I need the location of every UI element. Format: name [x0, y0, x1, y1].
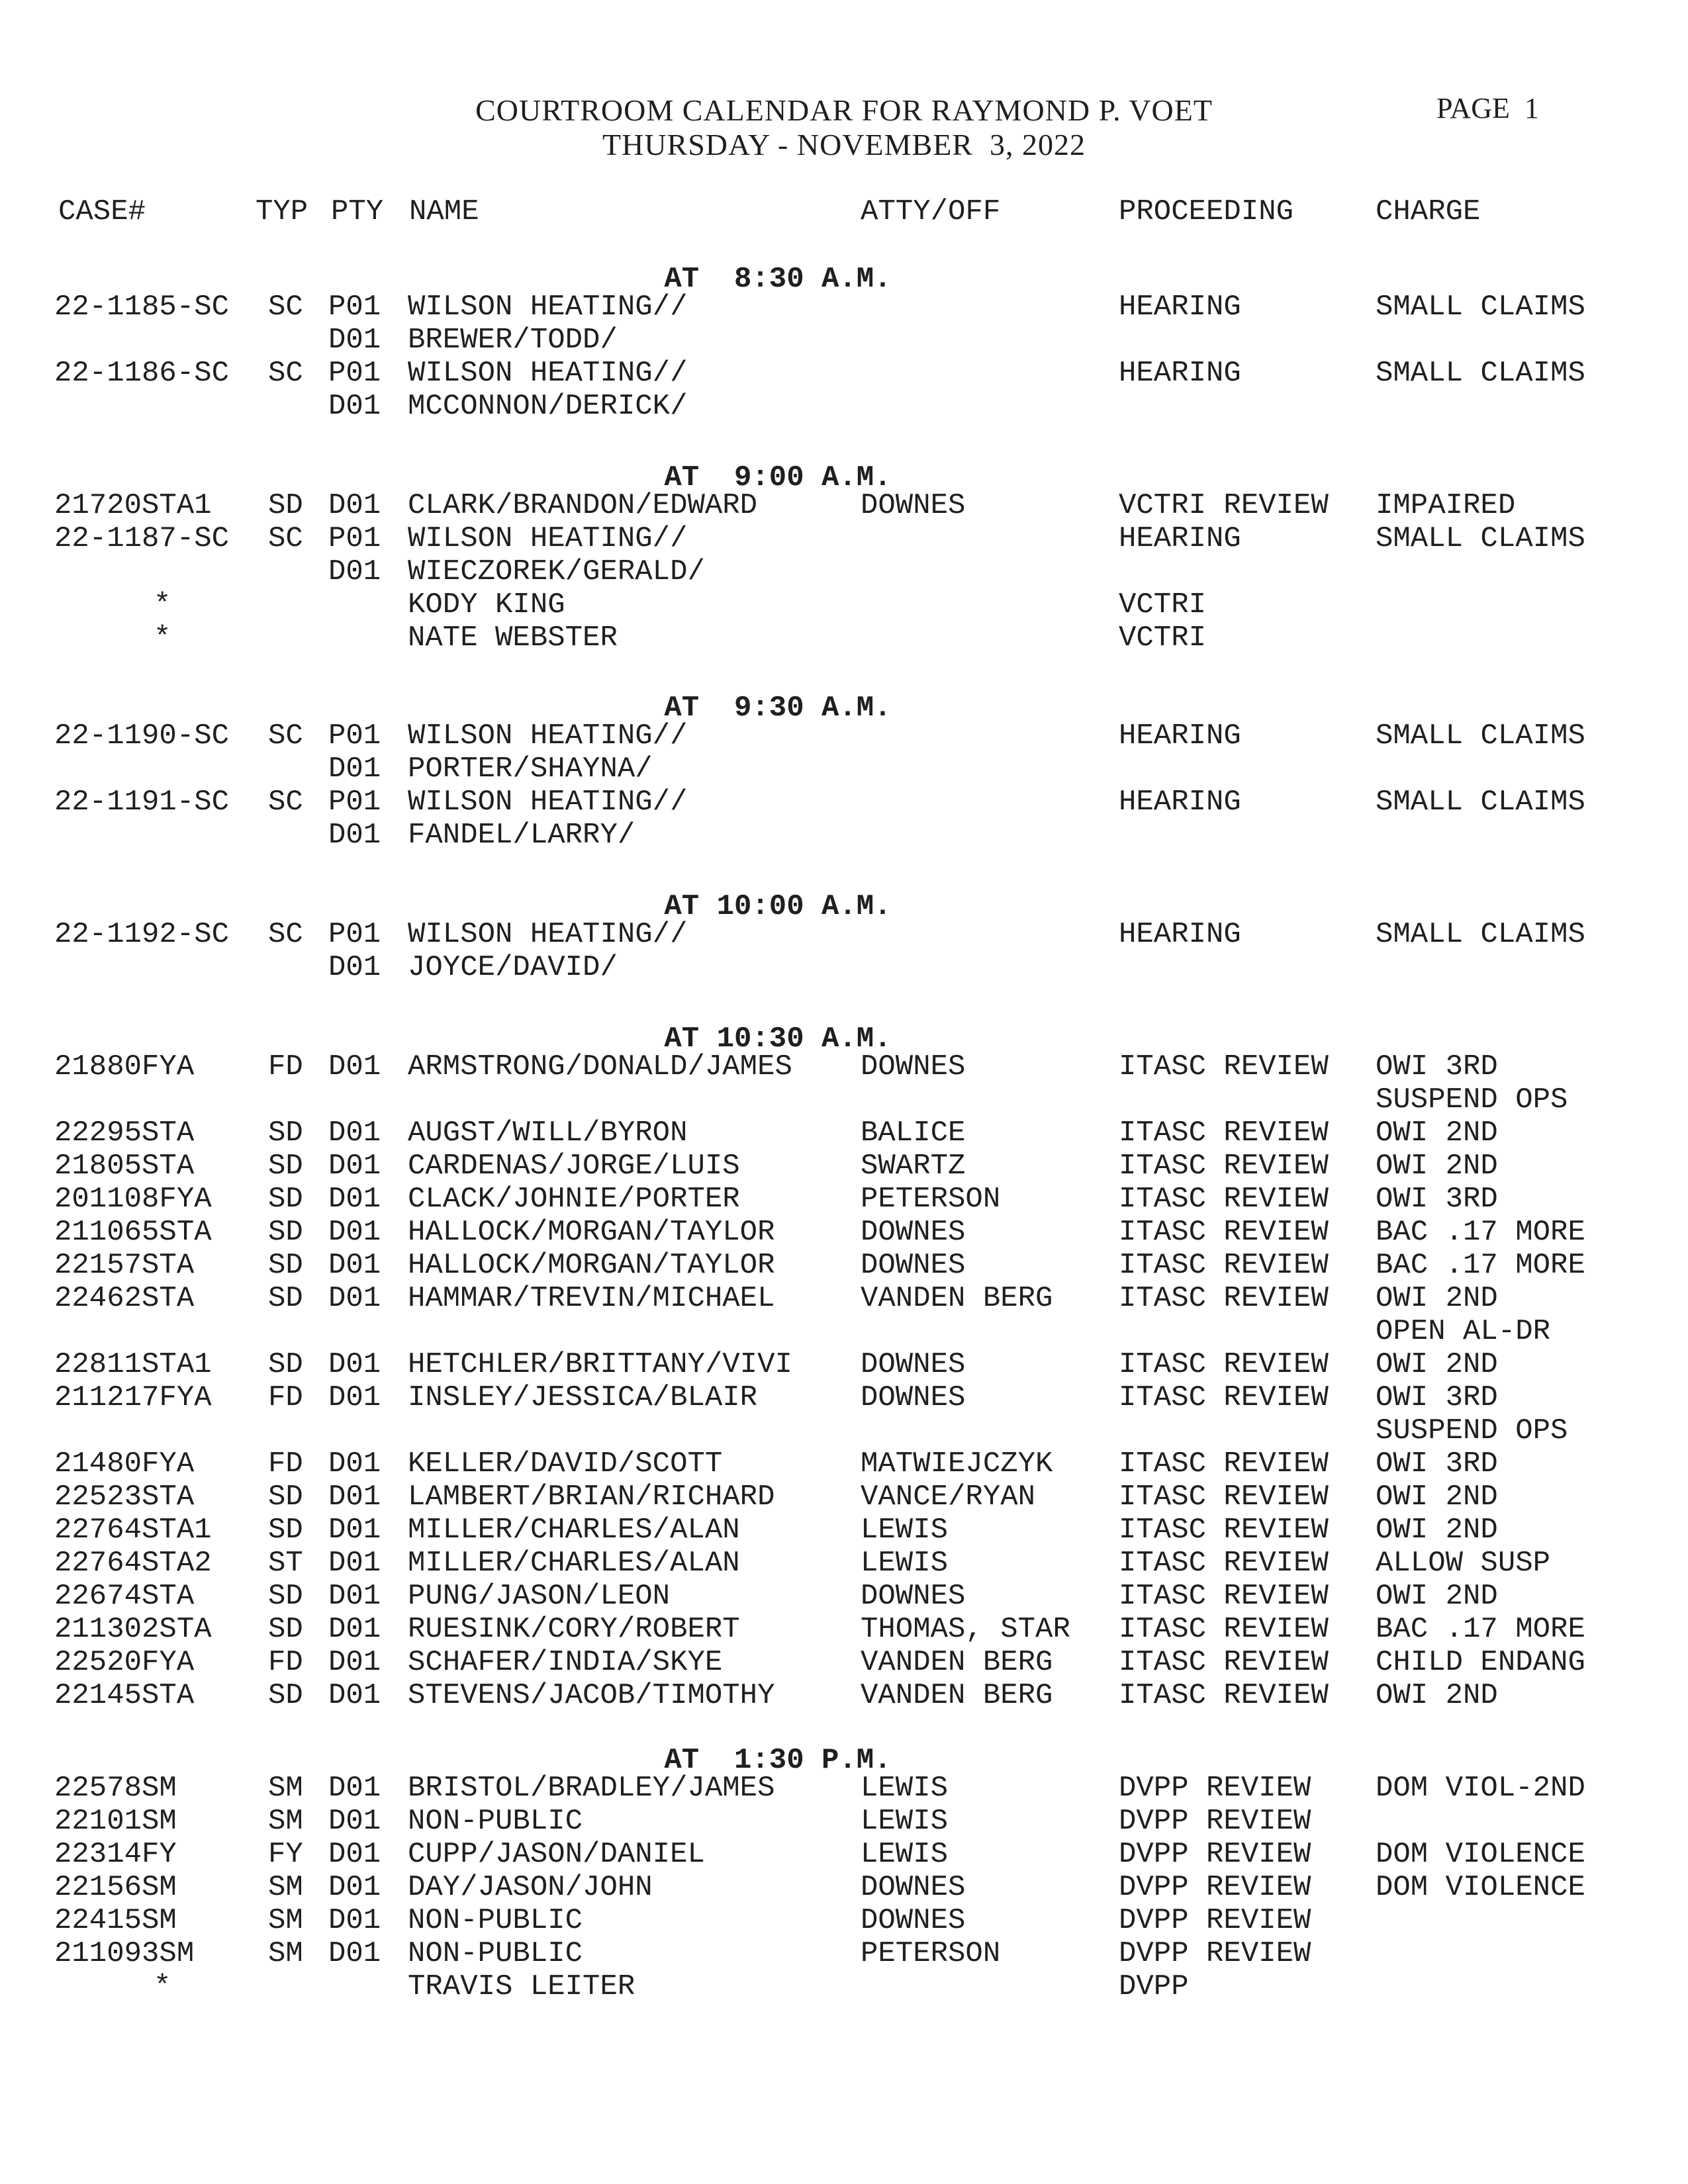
case-number: 21720STA1 — [54, 489, 212, 522]
party-code: D01 — [328, 1937, 381, 1970]
party-name: INSLEY/JESSICA/BLAIR — [408, 1381, 758, 1414]
attorney: LEWIS — [861, 1772, 949, 1805]
party-name: KELLER/DAVID/SCOTT — [408, 1447, 723, 1480]
case-number: 22-1186-SC — [54, 357, 230, 390]
proceeding: ITASC REVIEW — [1119, 1050, 1329, 1083]
party-code: D01 — [328, 1514, 381, 1547]
party-code: D01 — [328, 1646, 381, 1679]
case-type: SC — [268, 918, 303, 951]
charge: SMALL CLAIMS — [1376, 357, 1585, 390]
party-code: P01 — [328, 357, 381, 390]
party-code: D01 — [328, 1447, 381, 1480]
charge: OWI 2ND — [1376, 1116, 1498, 1150]
party-name: DAY/JASON/JOHN — [408, 1871, 653, 1904]
charge: OWI 2ND — [1376, 1150, 1498, 1183]
party-code: P01 — [328, 291, 381, 324]
party-name: MCCONNON/DERICK/ — [408, 390, 688, 423]
attorney: THOMAS, STAR — [861, 1613, 1070, 1646]
proceeding: ITASC REVIEW — [1119, 1547, 1329, 1580]
calendar-title: COURTROOM CALENDAR FOR RAYMOND P. VOET — [475, 93, 1213, 127]
case-number: 22-1191-SC — [54, 786, 230, 819]
party-name: WILSON HEATING// — [408, 357, 688, 390]
charge: CHILD ENDANG — [1376, 1646, 1585, 1679]
attorney: DOWNES — [861, 1249, 966, 1282]
case-number: 211093SM — [54, 1937, 195, 1970]
party-name: KODY KING — [408, 588, 565, 621]
session-time-header: AT 1:30 P.M. — [664, 1744, 892, 1777]
attorney: DOWNES — [861, 1871, 966, 1904]
attorney: VANCE/RYAN — [861, 1480, 1036, 1514]
party-code: D01 — [328, 1116, 381, 1150]
proceeding: HEARING — [1119, 786, 1241, 819]
case-type: FD — [268, 1447, 303, 1480]
proceeding: DVPP REVIEW — [1119, 1937, 1311, 1970]
case-number: 211217FYA — [54, 1381, 212, 1414]
case-type: FD — [268, 1646, 303, 1679]
party-code: D01 — [328, 752, 381, 786]
attorney: LEWIS — [861, 1838, 949, 1871]
charge: OWI 2ND — [1376, 1480, 1498, 1514]
case-number: 22156SM — [54, 1871, 177, 1904]
party-name: BREWER/TODD/ — [408, 324, 618, 357]
party-name: CUPP/JASON/DANIEL — [408, 1838, 705, 1871]
col-header-proceeding: PROCEEDING — [1119, 195, 1294, 228]
charge: SUSPEND OPS — [1376, 1083, 1568, 1116]
proceeding: HEARING — [1119, 357, 1241, 390]
case-type: SM — [268, 1805, 303, 1838]
page-number: PAGE 1 — [1436, 92, 1539, 124]
party-name: CLACK/JOHNIE/PORTER — [408, 1183, 740, 1216]
attorney: DOWNES — [861, 1381, 966, 1414]
charge: BAC .17 MORE — [1376, 1613, 1585, 1646]
party-name: MILLER/CHARLES/ALAN — [408, 1514, 740, 1547]
party-name: HAMMAR/TREVIN/MICHAEL — [408, 1282, 775, 1315]
attorney: DOWNES — [861, 489, 966, 522]
charge: OWI 3RD — [1376, 1447, 1498, 1480]
party-name: NON-PUBLIC — [408, 1937, 583, 1970]
attorney: PETERSON — [861, 1183, 1001, 1216]
charge: SMALL CLAIMS — [1376, 786, 1585, 819]
case-type: SM — [268, 1937, 303, 1970]
party-code: D01 — [328, 1580, 381, 1613]
party-name: WILSON HEATING// — [408, 918, 688, 951]
charge: DOM VIOLENCE — [1376, 1871, 1585, 1904]
case-number: 21480FYA — [54, 1447, 195, 1480]
party-name: HETCHLER/BRITTANY/VIVI — [408, 1348, 792, 1381]
party-code: D01 — [328, 951, 381, 984]
case-number: 22101SM — [54, 1805, 177, 1838]
attorney: PETERSON — [861, 1937, 1001, 1970]
case-type: SD — [268, 1580, 303, 1613]
case-type: SC — [268, 786, 303, 819]
col-header-name: NAME — [409, 195, 479, 228]
party-name: LAMBERT/BRIAN/RICHARD — [408, 1480, 775, 1514]
proceeding: VCTRI — [1119, 588, 1207, 621]
case-type: SD — [268, 1514, 303, 1547]
charge: SMALL CLAIMS — [1376, 522, 1585, 555]
proceeding: ITASC REVIEW — [1119, 1447, 1329, 1480]
party-name: STEVENS/JACOB/TIMOTHY — [408, 1679, 775, 1712]
proceeding: ITASC REVIEW — [1119, 1348, 1329, 1381]
party-name: AUGST/WILL/BYRON — [408, 1116, 688, 1150]
party-name: WILSON HEATING// — [408, 522, 688, 555]
charge: DOM VIOLENCE — [1376, 1838, 1585, 1871]
case-number: 22-1192-SC — [54, 918, 230, 951]
party-code: D01 — [328, 1547, 381, 1580]
case-number: 22415SM — [54, 1904, 177, 1937]
calendar-date: THURSDAY - NOVEMBER 3, 2022 — [602, 128, 1086, 161]
case-type: SD — [268, 489, 303, 522]
case-number: 211065STA — [54, 1216, 212, 1249]
case-type: SM — [268, 1772, 303, 1805]
col-header-charge: CHARGE — [1376, 195, 1481, 228]
party-name: PORTER/SHAYNA/ — [408, 752, 653, 786]
party-code: D01 — [328, 1249, 381, 1282]
case-number: 22674STA — [54, 1580, 195, 1613]
party-code: P01 — [328, 918, 381, 951]
case-type: SD — [268, 1216, 303, 1249]
party-name: NON-PUBLIC — [408, 1805, 583, 1838]
party-code: D01 — [328, 1480, 381, 1514]
case-number: * — [154, 1970, 171, 2003]
charge: OWI 3RD — [1376, 1183, 1498, 1216]
party-code: D01 — [328, 1150, 381, 1183]
party-name: NATE WEBSTER — [408, 621, 618, 655]
party-code: D01 — [328, 1348, 381, 1381]
party-name: CLARK/BRANDON/EDWARD — [408, 489, 758, 522]
party-code: P01 — [328, 719, 381, 752]
attorney: DOWNES — [861, 1216, 966, 1249]
case-type: SC — [268, 522, 303, 555]
case-number: 22578SM — [54, 1772, 177, 1805]
proceeding: DVPP REVIEW — [1119, 1805, 1311, 1838]
proceeding: VCTRI REVIEW — [1119, 489, 1329, 522]
party-code: D01 — [328, 1381, 381, 1414]
case-number: 201108FYA — [54, 1183, 212, 1216]
party-code: D01 — [328, 1216, 381, 1249]
attorney: VANDEN BERG — [861, 1282, 1053, 1315]
proceeding: ITASC REVIEW — [1119, 1613, 1329, 1646]
party-name: WILSON HEATING// — [408, 291, 688, 324]
case-type: SC — [268, 291, 303, 324]
attorney: MATWIEJCZYK — [861, 1447, 1053, 1480]
party-code: D01 — [328, 1282, 381, 1315]
case-type: SD — [268, 1150, 303, 1183]
case-number: 22764STA1 — [54, 1514, 212, 1547]
proceeding: ITASC REVIEW — [1119, 1646, 1329, 1679]
case-type: SD — [268, 1348, 303, 1381]
party-name: ARMSTRONG/DONALD/JAMES — [408, 1050, 792, 1083]
col-header-case: CASE# — [58, 195, 146, 228]
proceeding: DVPP REVIEW — [1119, 1772, 1311, 1805]
attorney: SWARTZ — [861, 1150, 966, 1183]
charge: OPEN AL-DR — [1376, 1315, 1551, 1348]
proceeding: ITASC REVIEW — [1119, 1480, 1329, 1514]
proceeding: DVPP — [1119, 1970, 1189, 2003]
charge: OWI 2ND — [1376, 1679, 1498, 1712]
party-code: D01 — [328, 1838, 381, 1871]
attorney: DOWNES — [861, 1348, 966, 1381]
charge: OWI 2ND — [1376, 1580, 1498, 1613]
case-number: * — [154, 621, 171, 655]
case-type: FY — [268, 1838, 303, 1871]
session-time-header: AT 9:30 A.M. — [664, 692, 892, 725]
case-number: 22520FYA — [54, 1646, 195, 1679]
attorney: VANDEN BERG — [861, 1646, 1053, 1679]
party-name: NON-PUBLIC — [408, 1904, 583, 1937]
proceeding: HEARING — [1119, 291, 1241, 324]
case-number: 22811STA1 — [54, 1348, 212, 1381]
party-code: D01 — [328, 1772, 381, 1805]
col-header-atty: ATTY/OFF — [861, 195, 1001, 228]
case-number: 22314FY — [54, 1838, 177, 1871]
party-code: D01 — [328, 324, 381, 357]
attorney: LEWIS — [861, 1547, 949, 1580]
session-time-header: AT 8:30 A.M. — [664, 263, 892, 296]
party-code: D01 — [328, 390, 381, 423]
party-code: D01 — [328, 1183, 381, 1216]
party-code: P01 — [328, 786, 381, 819]
session-time-header: AT 9:00 A.M. — [664, 461, 892, 494]
case-number: 22523STA — [54, 1480, 195, 1514]
case-number: 211302STA — [54, 1613, 212, 1646]
party-code: D01 — [328, 1805, 381, 1838]
charge: ALLOW SUSP — [1376, 1547, 1551, 1580]
case-number: 22764STA2 — [54, 1547, 212, 1580]
attorney: LEWIS — [861, 1514, 949, 1547]
party-name: CARDENAS/JORGE/LUIS — [408, 1150, 740, 1183]
attorney: DOWNES — [861, 1580, 966, 1613]
party-code: D01 — [328, 555, 381, 588]
proceeding: ITASC REVIEW — [1119, 1216, 1329, 1249]
charge: DOM VIOL-2ND — [1376, 1772, 1585, 1805]
party-name: HALLOCK/MORGAN/TAYLOR — [408, 1249, 775, 1282]
party-code: D01 — [328, 489, 381, 522]
party-name: FANDEL/LARRY/ — [408, 819, 635, 852]
case-number: 22462STA — [54, 1282, 195, 1315]
charge: OWI 2ND — [1376, 1514, 1498, 1547]
party-name: WILSON HEATING// — [408, 719, 688, 752]
proceeding: HEARING — [1119, 522, 1241, 555]
case-type: FD — [268, 1050, 303, 1083]
party-name: PUNG/JASON/LEON — [408, 1580, 671, 1613]
charge: SMALL CLAIMS — [1376, 291, 1585, 324]
session-time-header: AT 10:30 A.M. — [664, 1023, 892, 1056]
proceeding: ITASC REVIEW — [1119, 1249, 1329, 1282]
party-name: TRAVIS LEITER — [408, 1970, 635, 2003]
party-code: D01 — [328, 1679, 381, 1712]
case-type: SD — [268, 1249, 303, 1282]
party-code: D01 — [328, 819, 381, 852]
charge: SMALL CLAIMS — [1376, 719, 1585, 752]
party-name: HALLOCK/MORGAN/TAYLOR — [408, 1216, 775, 1249]
party-name: RUESINK/CORY/ROBERT — [408, 1613, 740, 1646]
party-code: D01 — [328, 1871, 381, 1904]
charge: SUSPEND OPS — [1376, 1414, 1568, 1447]
charge: SMALL CLAIMS — [1376, 918, 1585, 951]
col-header-typ: TYP — [256, 195, 308, 228]
proceeding: ITASC REVIEW — [1119, 1116, 1329, 1150]
case-type: SC — [268, 719, 303, 752]
party-name: SCHAFER/INDIA/SKYE — [408, 1646, 723, 1679]
case-type: FD — [268, 1381, 303, 1414]
attorney: DOWNES — [861, 1904, 966, 1937]
proceeding: VCTRI — [1119, 621, 1207, 655]
case-number: 22295STA — [54, 1116, 195, 1150]
case-type: SD — [268, 1480, 303, 1514]
session-time-header: AT 10:00 A.M. — [664, 890, 892, 923]
attorney: BALICE — [861, 1116, 966, 1150]
case-type: SM — [268, 1904, 303, 1937]
case-type: SC — [268, 357, 303, 390]
charge: OWI 3RD — [1376, 1050, 1498, 1083]
proceeding: ITASC REVIEW — [1119, 1183, 1329, 1216]
attorney: VANDEN BERG — [861, 1679, 1053, 1712]
proceeding: ITASC REVIEW — [1119, 1282, 1329, 1315]
party-name: WILSON HEATING// — [408, 786, 688, 819]
proceeding: DVPP REVIEW — [1119, 1871, 1311, 1904]
proceeding: ITASC REVIEW — [1119, 1150, 1329, 1183]
charge: IMPAIRED — [1376, 489, 1516, 522]
case-number: 22-1187-SC — [54, 522, 230, 555]
charge: OWI 2ND — [1376, 1348, 1498, 1381]
case-type: SD — [268, 1679, 303, 1712]
party-code: D01 — [328, 1613, 381, 1646]
proceeding: ITASC REVIEW — [1119, 1514, 1329, 1547]
party-name: BRISTOL/BRADLEY/JAMES — [408, 1772, 775, 1805]
charge: BAC .17 MORE — [1376, 1249, 1585, 1282]
proceeding: ITASC REVIEW — [1119, 1580, 1329, 1613]
proceeding: HEARING — [1119, 719, 1241, 752]
attorney: DOWNES — [861, 1050, 966, 1083]
case-number: 22157STA — [54, 1249, 195, 1282]
col-header-pty: PTY — [331, 195, 384, 228]
proceeding: ITASC REVIEW — [1119, 1679, 1329, 1712]
case-type: SM — [268, 1871, 303, 1904]
party-code: D01 — [328, 1904, 381, 1937]
charge: BAC .17 MORE — [1376, 1216, 1585, 1249]
case-type: ST — [268, 1547, 303, 1580]
case-number: * — [154, 588, 171, 621]
case-type: SD — [268, 1282, 303, 1315]
party-code: P01 — [328, 522, 381, 555]
case-number: 22145STA — [54, 1679, 195, 1712]
charge: OWI 2ND — [1376, 1282, 1498, 1315]
case-type: SD — [268, 1116, 303, 1150]
case-number: 21805STA — [54, 1150, 195, 1183]
proceeding: HEARING — [1119, 918, 1241, 951]
proceeding: ITASC REVIEW — [1119, 1381, 1329, 1414]
proceeding: DVPP REVIEW — [1119, 1904, 1311, 1937]
proceeding: DVPP REVIEW — [1119, 1838, 1311, 1871]
case-number: 21880FYA — [54, 1050, 195, 1083]
case-type: SD — [268, 1183, 303, 1216]
case-type: SD — [268, 1613, 303, 1646]
case-number: 22-1190-SC — [54, 719, 230, 752]
party-name: WIECZOREK/GERALD/ — [408, 555, 705, 588]
party-name: MILLER/CHARLES/ALAN — [408, 1547, 740, 1580]
charge: OWI 3RD — [1376, 1381, 1498, 1414]
case-number: 22-1185-SC — [54, 291, 230, 324]
party-code: D01 — [328, 1050, 381, 1083]
party-name: JOYCE/DAVID/ — [408, 951, 618, 984]
attorney: LEWIS — [861, 1805, 949, 1838]
